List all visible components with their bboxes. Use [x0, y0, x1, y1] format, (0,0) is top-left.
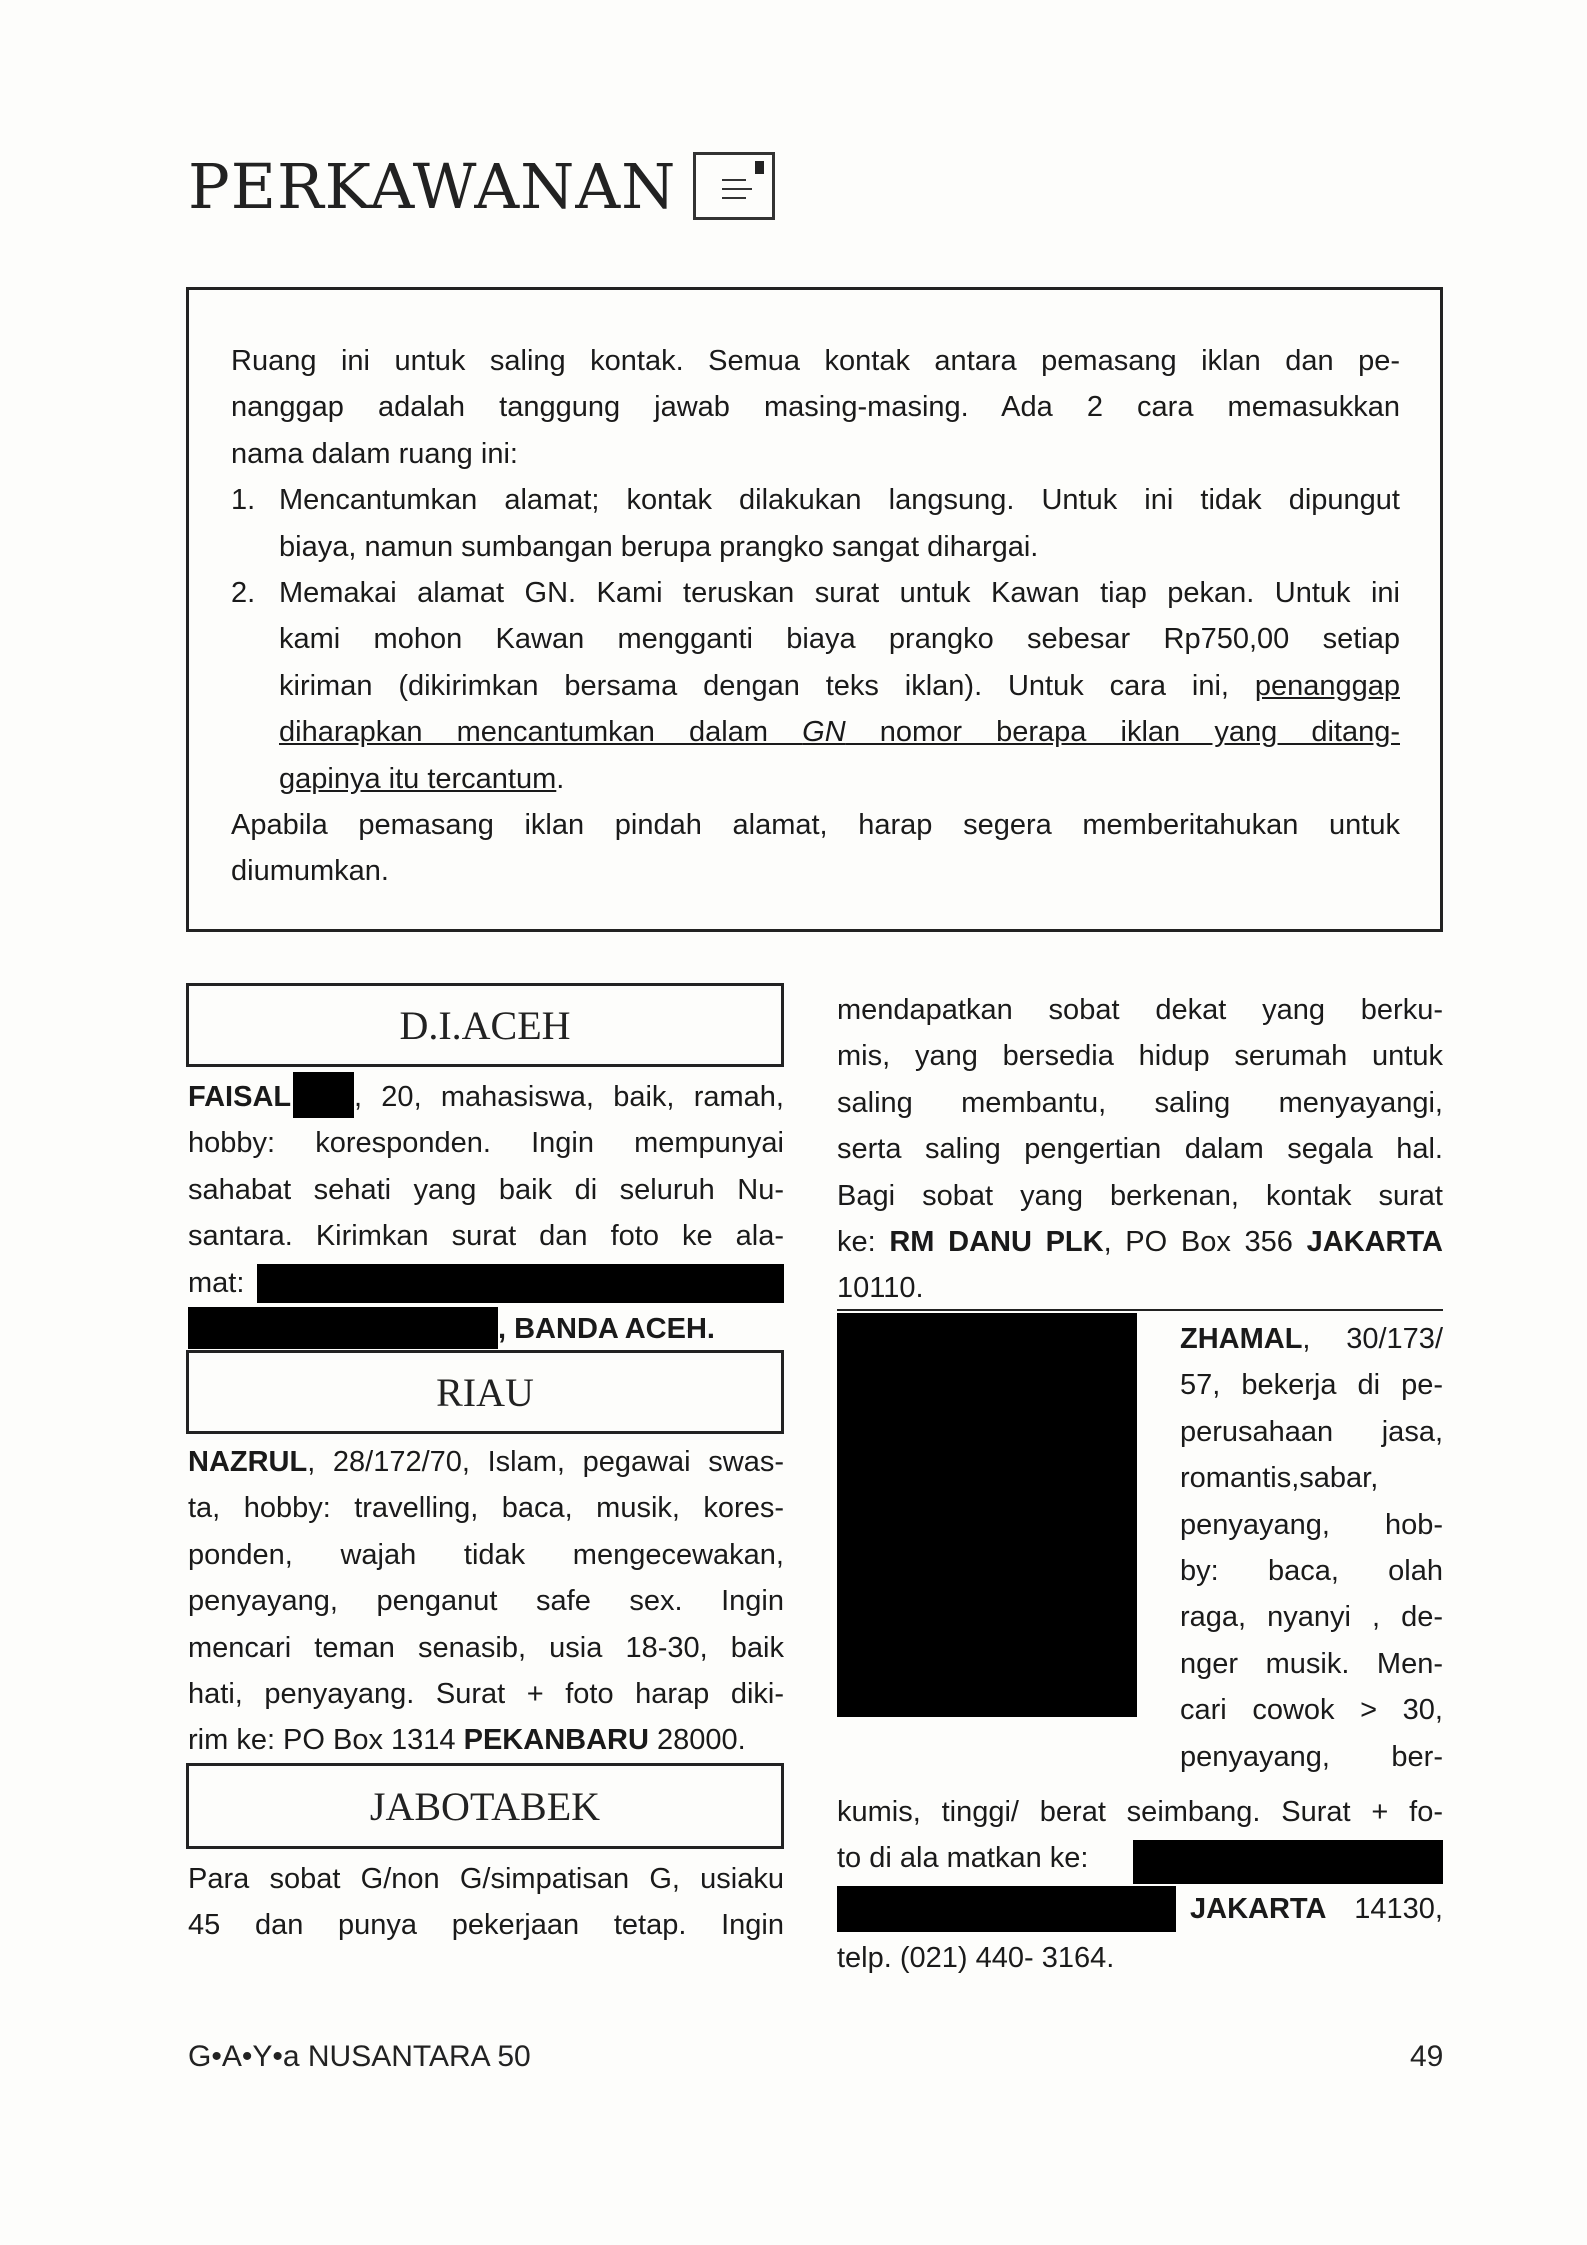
intro-list-line: kami mohon Kawan mengganti biaya prangko sebesar Rp750,00 setiap [279, 623, 1400, 656]
text-segment: , PO Box 356 [1103, 1226, 1307, 1258]
ad-text-line: to di ala matkan ke: [837, 1842, 1089, 1875]
intro-text-line: nanggap adalah tanggung jawab masing-masing. Ada 2 cara memasukkan [231, 391, 1400, 424]
ad-text-line: nger musik. Men- [1180, 1647, 1443, 1680]
ad-text-line: hati, penyayang. Surat + foto harap diki- [188, 1678, 784, 1710]
intro-text-line: Apabila pemasang iklan pindah alamat, harap segera memberitahukan untuk [231, 809, 1400, 841]
redacted-block [293, 1072, 354, 1118]
ad-text-line: mat: [188, 1266, 245, 1299]
intro-text-line: Ruang ini untuk saling kontak. Semua kontak antara pemasang iklan dan pe- [231, 345, 1400, 377]
region-heading-jabotabek: JABOTABEK [186, 1763, 784, 1849]
text-segment: penanggap [1254, 669, 1400, 702]
ad-text-line [188, 1717, 784, 1763]
ad-text-line: hobby: koresponden. Ingin mempunyai [188, 1127, 784, 1160]
page-number: 49 [1410, 2040, 1444, 2073]
region-heading-aceh: D.I.ACEH [186, 983, 784, 1067]
intro-text-line: nama dalam ruang ini: [231, 437, 518, 470]
ad-text-line: ta, hobby: travelling, baca, musik, kores- [188, 1492, 784, 1525]
intro-list-line: biaya, namun sumbangan berupa prangko sangat dihargai. [279, 530, 1039, 563]
ad-text-line: romantis,sabar, [1180, 1462, 1379, 1495]
ad-text-line: mencari teman senasib, usia 18-30, baik [188, 1631, 784, 1664]
intro-list-line [279, 756, 1400, 802]
ad-text-line: santara. Kirimkan surat dan foto ke ala- [188, 1220, 784, 1253]
text-segment: PEKANBARU [463, 1724, 649, 1757]
ad-text-line: saling membantu, saling menyayangi, [837, 1086, 1443, 1119]
ad-text-line: 57, bekerja di pe- [1180, 1369, 1443, 1402]
intro-list-line [279, 663, 1400, 709]
ad-text-line: , 20, mahasiswa, baik, ramah, [354, 1081, 784, 1113]
intro-text-line: diumumkan. [231, 855, 389, 888]
text-segment: 14130, [1326, 1893, 1443, 1925]
ad-text-line: 45 dan punya pekerjaan tetap. Ingin [188, 1909, 784, 1942]
text-segment: RM DANU PLK [889, 1226, 1104, 1258]
ad-city: , BANDA ACEH. [498, 1313, 715, 1345]
text-segment: GN [802, 716, 846, 749]
text-segment: gapinya itu tercantum [279, 762, 557, 795]
region-heading-riau: RIAU [186, 1350, 784, 1434]
ad-text-line: kumis, tinggi/ berat seimbang. Surat + fo- [837, 1796, 1443, 1828]
ad-text-line: by: baca, olah [1180, 1555, 1443, 1587]
ad-phone: telp. (021) 440- 3164. [837, 1942, 1115, 1974]
text-segment: , 28/172/70, Islam, pegawai swas- [307, 1446, 784, 1478]
page-title: PERKAWANAN [188, 150, 677, 223]
ad-text-line: sahabat sehati yang baik di seluruh Nu- [188, 1173, 784, 1206]
text-segment: JAKARTA [1190, 1893, 1327, 1925]
ad-text-line: perusahaan jasa, [1180, 1415, 1443, 1448]
redacted-address [188, 1307, 498, 1349]
ad-text-line: ponden, wajah tidak mengecewakan, [188, 1538, 784, 1571]
ad-text-line: mendapatkan sobat dekat yang berku- [837, 994, 1443, 1026]
intro-list-line: Memakai alamat GN. Kami teruskan surat untuk Kawan tiap pekan. Untuk ini [279, 577, 1400, 609]
magazine-footer: G•A•Y•a NUSANTARA 50 [188, 2040, 531, 2073]
ad-text-line [837, 1219, 1443, 1265]
intro-list-line: Mencantumkan alamat; kontak dilakukan langsung. Untuk ini tidak dipungut [279, 484, 1400, 517]
ad-text-line: penyayang, hob- [1180, 1508, 1443, 1541]
envelope-icon [693, 152, 775, 220]
ad-text-line [188, 1439, 784, 1485]
ad-text-line: raga, nyanyi , de- [1180, 1601, 1443, 1634]
ad-name: FAISAL [188, 1081, 292, 1113]
text-segment: ke: [837, 1226, 890, 1258]
ad-text-line: penyayang, penganut safe sex. Ingin [188, 1585, 784, 1618]
redacted-address [257, 1264, 784, 1303]
ad-city [1190, 1886, 1443, 1932]
ad-text-line [1180, 1316, 1443, 1362]
text-segment: 28000. [648, 1724, 746, 1757]
ad-text-line: mis, yang bersedia hidup serumah untuk [837, 1040, 1443, 1073]
text-segment: diharapkan mencantumkan dalam [279, 716, 803, 749]
intro-list-line [279, 709, 1400, 755]
ad-text-line: Bagi sobat yang berkenan, kontak surat [837, 1179, 1443, 1212]
ad-text-line: cari cowok > 30, [1180, 1694, 1443, 1727]
text-segment: kiriman (dikirimkan bersama dengan teks iklan). Untuk cara ini, [279, 669, 1255, 702]
text-segment: NAZRUL [188, 1446, 308, 1478]
text-segment: , 30/173/ [1302, 1323, 1443, 1355]
ad-text-line: Para sobat G/non G/simpatisan G, usiaku [188, 1863, 784, 1895]
list-number: 2. [231, 577, 256, 609]
list-number: 1. [231, 484, 256, 517]
text-segment: JAKARTA [1306, 1226, 1443, 1258]
ad-text-line: 10110. [837, 1272, 924, 1305]
ad-text-line: penyayang, ber- [1180, 1740, 1443, 1773]
text-segment: . [556, 762, 565, 795]
redacted-photo [837, 1313, 1137, 1717]
redacted-address [837, 1886, 1176, 1932]
text-segment: nomor berapa iklan yang ditang- [845, 716, 1400, 749]
text-segment: rim ke: PO Box 1314 [188, 1724, 464, 1757]
ad-text-line: serta saling pengertian dalam segala hal. [837, 1133, 1443, 1166]
text-segment: ZHAMAL [1180, 1323, 1303, 1355]
